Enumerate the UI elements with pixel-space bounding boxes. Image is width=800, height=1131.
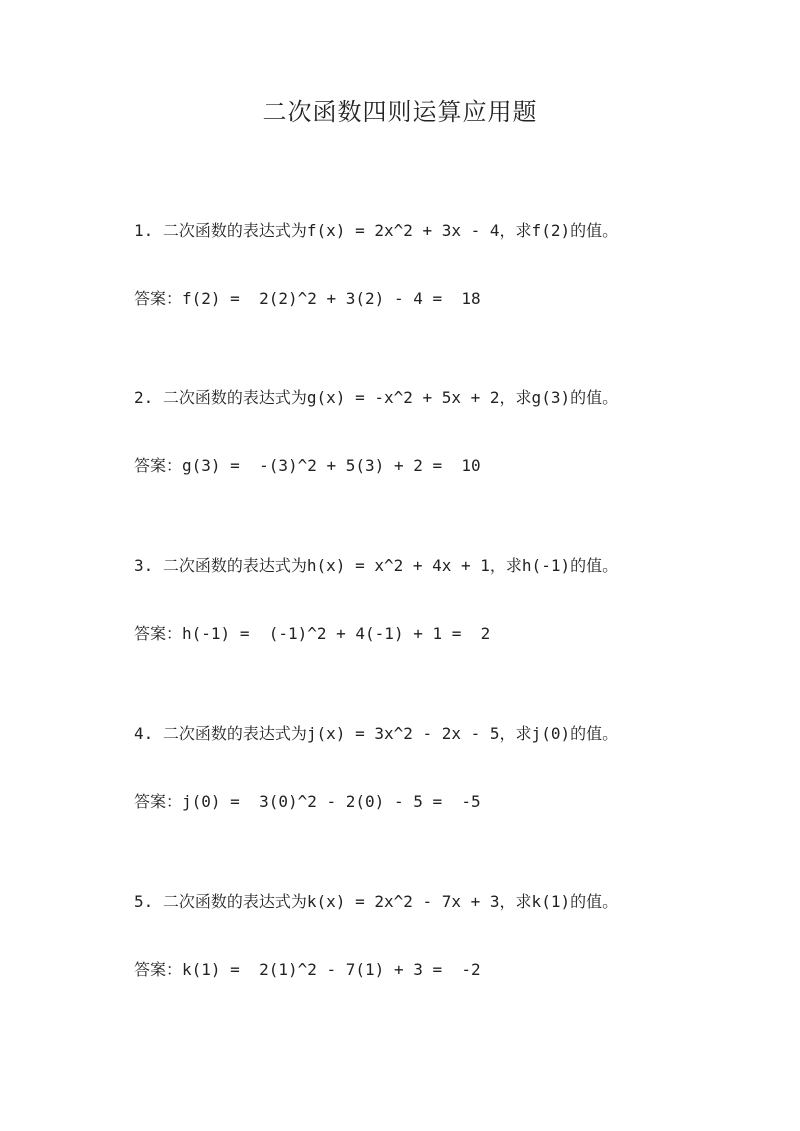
problem-answer: [134, 958, 754, 982]
answer-label: 答案：: [134, 289, 183, 308]
answer-label: 答案：: [134, 960, 183, 979]
problem-answer: [134, 454, 754, 478]
problem-2: [134, 386, 754, 478]
problem-5: [134, 890, 754, 982]
answer-text: j(0) = 3(0)^2 - 2(0) - 5 = -5: [182, 792, 481, 811]
problem-1: [134, 219, 754, 311]
problem-question: 1. 二次函数的表达式为f(x) = 2x^2 + 3x - 4，求f(2)的值。: [134, 221, 619, 240]
answer-text: g(3) = -(3)^2 + 5(3) + 2 = 10: [182, 456, 481, 475]
document-title: 二次函数四则运算应用题: [262, 98, 538, 126]
answer-text: k(1) = 2(1)^2 - 7(1) + 3 = -2: [182, 960, 481, 979]
answer-text: h(-1) = (-1)^2 + 4(-1) + 1 = 2: [182, 624, 491, 643]
problem-answer: [134, 622, 754, 646]
problem-question: 2. 二次函数的表达式为g(x) = -x^2 + 5x + 2，求g(3)的值。: [134, 388, 619, 407]
answer-text: f(2) = 2(2)^2 + 3(2) - 4 = 18: [182, 289, 481, 308]
problem-question: 4. 二次函数的表达式为j(x) = 3x^2 - 2x - 5，求j(0)的值。: [134, 724, 619, 743]
problem-4: [134, 722, 754, 814]
answer-label: 答案：: [134, 456, 183, 475]
answer-label: 答案：: [134, 624, 183, 643]
problem-question: 3. 二次函数的表达式为h(x) = x^2 + 4x + 1，求h(-1)的值。: [134, 556, 619, 575]
problem-3: [134, 554, 754, 646]
answer-label: 答案：: [134, 792, 183, 811]
problem-question: 5. 二次函数的表达式为k(x) = 2x^2 - 7x + 3，求k(1)的值。: [134, 892, 619, 911]
problem-answer: [134, 287, 754, 311]
problem-answer: [134, 790, 754, 814]
